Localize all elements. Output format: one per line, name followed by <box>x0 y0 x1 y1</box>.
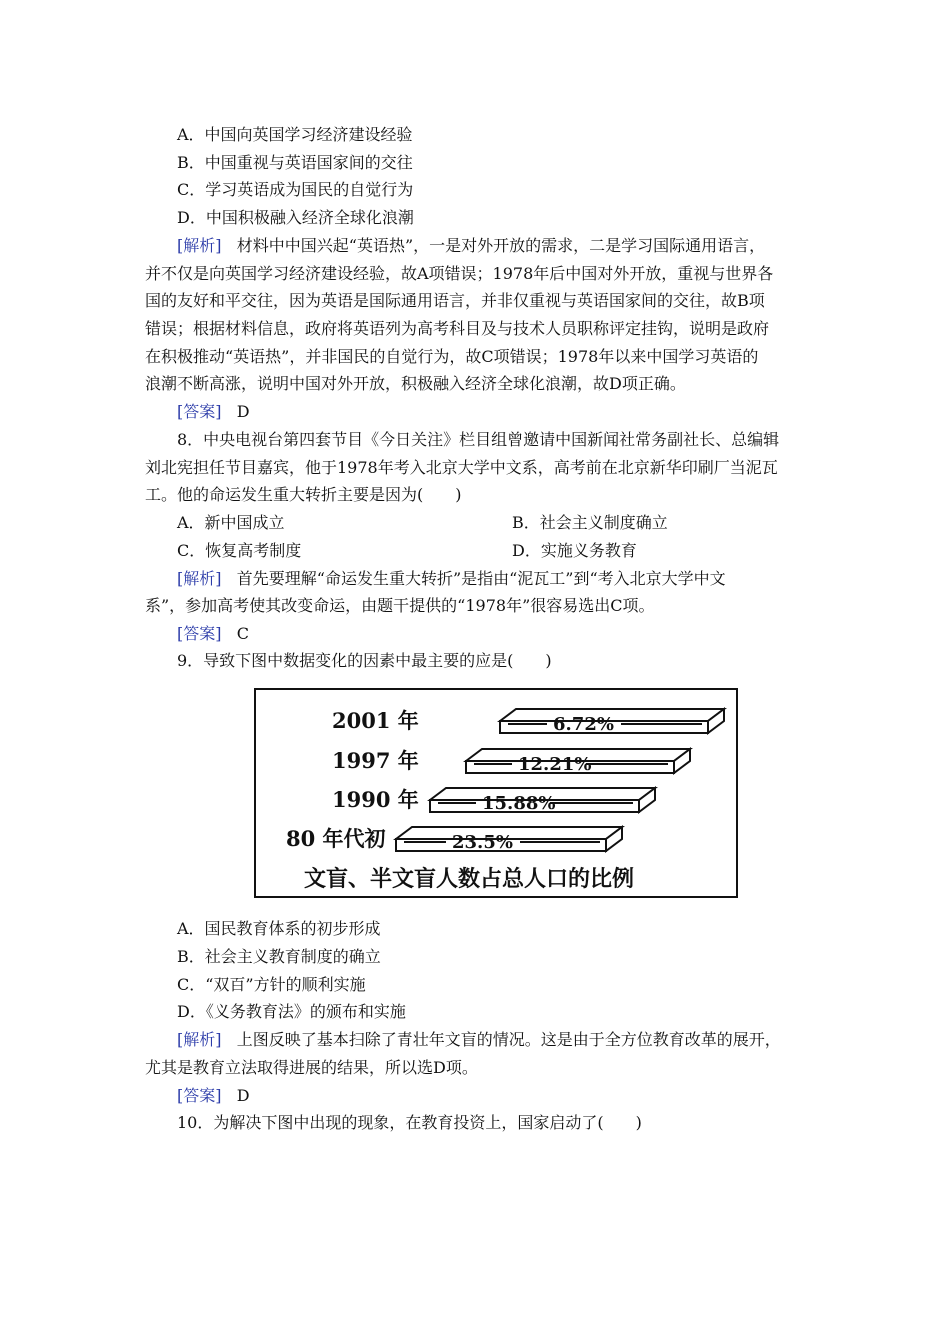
q10-stem: 10．为解决下图中出现的现象，在教育投资上，国家启动了( ) <box>177 1113 642 1132</box>
answer-tag: [答案] <box>177 624 222 643</box>
q7-option-c: C．学习英语成为国民的自觉行为 <box>177 180 414 199</box>
figure-caption: 文盲、半文盲人数占总人口的比例 <box>304 867 635 892</box>
analysis-text: 首先要理解“命运发生重大转折”是指由“泥瓦工”到“考入北京大学中文 <box>236 569 726 588</box>
analysis-text: 上图反映了基本扫除了青壮年文盲的情况。这是由于全方位教育改革的展开， <box>236 1030 781 1049</box>
q9-option-c: C．“双百”方针的顺利实施 <box>177 975 366 994</box>
staircase-chart <box>256 690 736 896</box>
q8-option-b: B．社会主义制度确立 <box>512 513 668 532</box>
q8-stem-line-3: 工。他的命运发生重大转折主要是因为( ) <box>145 485 462 504</box>
q9-answer <box>177 1086 250 1106</box>
stair-year-label: 2001 年 <box>332 708 419 733</box>
q7-option-b: B．中国重视与英语国家间的交往 <box>177 153 413 172</box>
q7-analysis-line-6: 浪潮不断高涨，说明中国对外开放，积极融入经济全球化浪潮，故D项正确。 <box>145 374 686 393</box>
stair-value-label: 23.5% <box>452 832 513 853</box>
q8-answer <box>177 624 249 644</box>
stair-value-label: 12.21% <box>518 754 592 775</box>
answer-tag: [答案] <box>177 402 222 421</box>
stair-value-label: 15.88% <box>482 793 556 814</box>
q9-option-b: B．社会主义教育制度的确立 <box>177 947 381 966</box>
q8-analysis-line-1 <box>177 569 726 589</box>
analysis-tag: [解析] <box>177 569 222 588</box>
q7-analysis-line-3: 国的友好和平交往，因为英语是国际通用语言，并非仅重视与英语国家间的交往，故B项 <box>145 291 765 310</box>
q7-analysis-line-1 <box>177 236 765 256</box>
q7-option-d: D．中国积极融入经济全球化浪潮 <box>177 208 414 227</box>
q8-stem-line-1: 8．中央电视台第四套节目《今日关注》栏目组曾邀请中国新闻社常务副社长、总编辑 <box>177 430 780 449</box>
literacy-staircase-figure <box>254 688 738 898</box>
analysis-tag: [解析] <box>177 1030 222 1049</box>
q8-option-d: D．实施义务教育 <box>512 541 637 560</box>
q8-analysis-line-2: 系”，参加高考使其改变命运，由题干提供的“1978年”很容易选出C项。 <box>145 596 655 615</box>
stair-value-label: 6.72% <box>553 714 614 735</box>
q9-analysis-line-2: 尤其是教育立法取得进展的结果，所以选D项。 <box>145 1058 478 1077</box>
q7-analysis-line-2: 并不仅是向英国学习经济建设经验，故A项错误；1978年后中国对外开放，重视与世界各 <box>145 264 774 283</box>
stair-year-label: 1997 年 <box>332 748 419 773</box>
q9-analysis-line-1 <box>177 1030 781 1050</box>
answer-value: D <box>236 402 250 421</box>
q7-option-a: A．中国向英国学习经济建设经验 <box>177 125 413 144</box>
q7-analysis-line-4: 错误；根据材料信息，政府将英语列为高考科目及与技术人员职称评定挂钩，说明是政府 <box>145 319 770 338</box>
stair-year-label: 80 年代初 <box>286 826 386 851</box>
analysis-text: 材料中中国兴起“英语热”，一是对外开放的需求，二是学习国际通用语言， <box>236 236 766 255</box>
stair-year-label: 1990 年 <box>332 787 419 812</box>
q7-answer <box>177 402 250 422</box>
q8-option-c: C．恢复高考制度 <box>177 541 302 560</box>
q9-option-d: D．《义务教育法》的颁布和实施 <box>177 1002 406 1021</box>
answer-value: C <box>236 624 250 643</box>
q9-option-a: A．国民教育体系的初步形成 <box>177 919 381 938</box>
q9-stem: 9．导致下图中数据变化的因素中最主要的应是( ) <box>177 651 552 670</box>
q7-analysis-line-5: 在积极推动“英语热”，并非国民的自觉行为，故C项错误；1978年以来中国学习英语的 <box>145 347 759 366</box>
answer-tag: [答案] <box>177 1086 222 1105</box>
q8-stem-line-2: 刘北宪担任节目嘉宾，他于1978年考入北京大学中文系，高考前在北京新华印刷厂当泥瓦 <box>145 458 778 477</box>
analysis-tag: [解析] <box>177 236 222 255</box>
q8-option-a: A．新中国成立 <box>177 513 285 532</box>
answer-value: D <box>236 1086 250 1105</box>
